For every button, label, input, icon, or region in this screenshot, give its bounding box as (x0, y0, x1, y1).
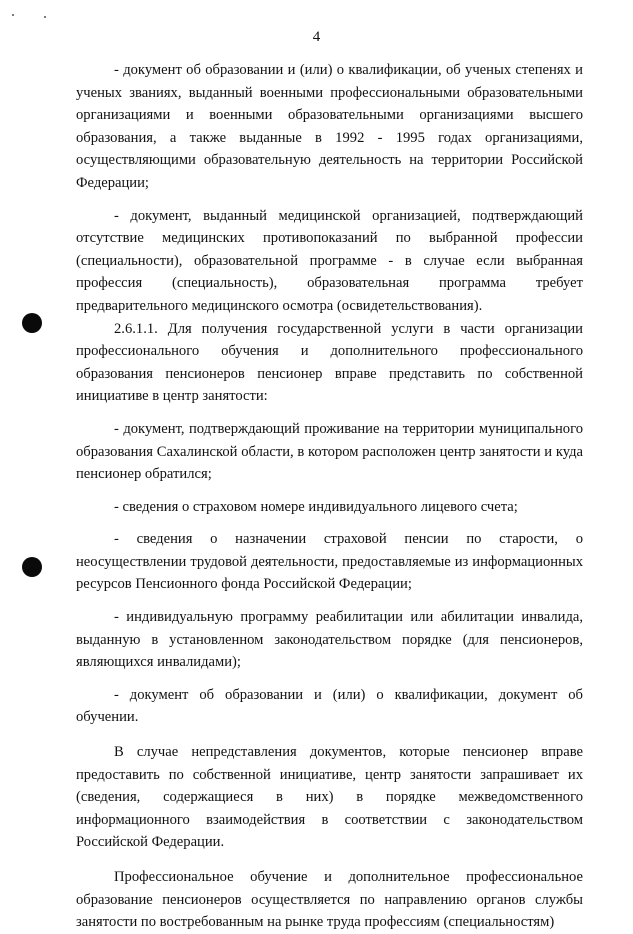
paragraph: В случае непредставления документов, которые пенсионер вправе предоставить по собственной инициативе, центр занятости запрашивает их (сведения, содержащиеся в них) в порядке межведомственного информационного взаимодействия в соответствии с законодательством Российской Федерации. (76, 744, 583, 851)
paragraph: - документ об образовании и (или) о квалификации, документ об обучении. (76, 686, 583, 726)
paragraph: Профессиональное обучение и дополнительное профессиональное образование пенсионеров осуществляется по направлению органов службы занятости по востребованным на рынке труда профессиям (специальностям) (76, 869, 583, 931)
paragraph: - документ об образовании и (или) о квалификации, об ученых степенях и ученых званиях, выданный военными профессиональными образовательными организациями и военными образовательными организациями высшего образования, а также выданные в 1992 - 1995 годах организациями, осуществляющими образовательную деятельность на территории Российской Федерации; (76, 62, 583, 191)
scan-speck (12, 14, 14, 16)
paragraph: - индивидуальную программу реабилитации или абилитации инвалида, выданную в установленном законодательством порядке (для пенсионеров, являющихся инвалидами); (76, 609, 583, 671)
document-body (76, 59, 583, 934)
paragraph: 2.6.1.1. Для получения государственной услуги в части организации профессионального обучения и дополнительного профессионального образования пенсионеров пенсионер вправе представить по собственной инициативе в центр занятости: (76, 320, 583, 405)
scan-speck (44, 16, 46, 18)
paragraph: - документ, выданный медицинской организацией, подтверждающий отсутствие медицинских противопоказаний по выбранной профессии (специальности), образовательной программе - в случае если выбранная профессия (специальность), образовательная программа требует предварительного медицинского осмотра (освидетельствования). (76, 207, 583, 314)
paragraph: - сведения о страховом номере индивидуального лицевого счета; (114, 498, 518, 515)
binder-hole (22, 557, 42, 577)
binder-hole (22, 313, 42, 333)
paragraph: - документ, подтверждающий проживание на территории муниципального образования Сахалинской области, в котором расположен центр занятости и куда пенсионер обратился; (76, 420, 583, 483)
paragraph: - сведения о назначении страховой пенсии по старости, о неосуществлении трудовой деятельности, предоставляемые из информационных ресурсов Пенсионного фонда Российской Федерации; (76, 531, 583, 593)
page-number: 4 (312, 29, 321, 45)
